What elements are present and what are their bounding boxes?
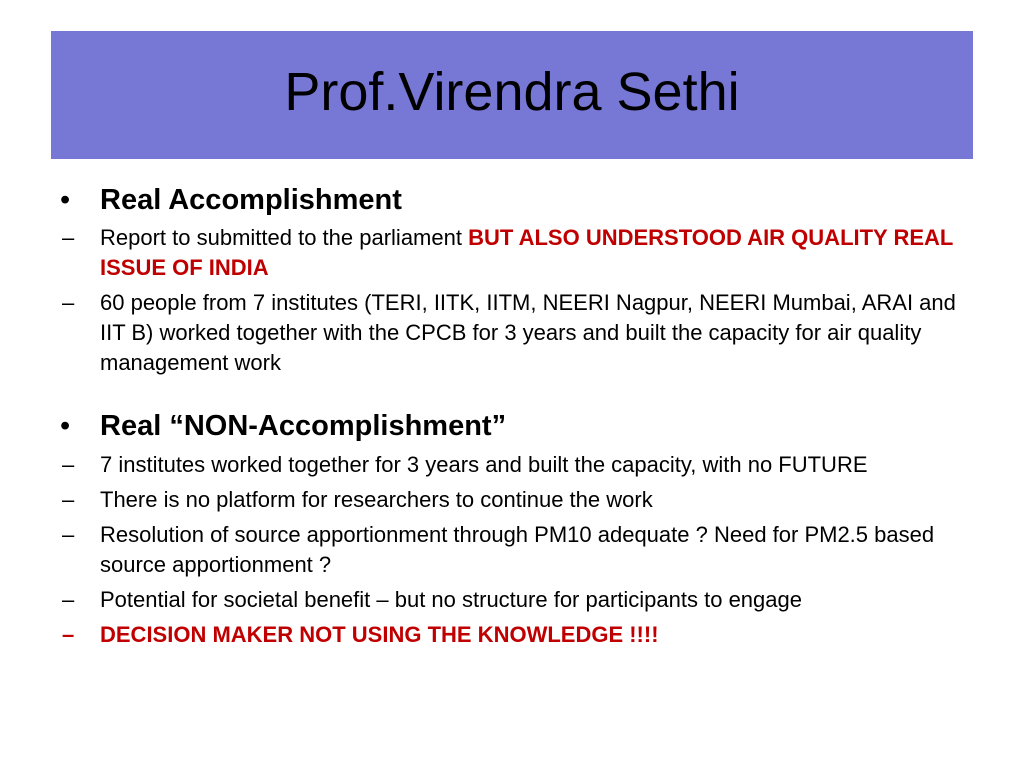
section-heading: Real “NON-Accomplishment”	[100, 410, 507, 443]
dash-icon: –	[62, 586, 75, 612]
bullet-icon: •	[60, 410, 71, 443]
sub-item	[58, 288, 958, 378]
sub-item-emphasis	[58, 620, 958, 650]
dash-icon: –	[62, 451, 75, 477]
slide-title: Prof.Virendra Sethi	[284, 62, 740, 122]
bullet-real-non-accomplishment	[58, 408, 958, 444]
sub-item-text: Resolution of source apportionment through PM10 adequate ? Need for PM2.5 based source apportionment ?	[100, 521, 935, 577]
dash-icon: –	[62, 225, 75, 251]
sub-item	[58, 585, 958, 615]
title-bar	[51, 31, 973, 159]
bullet-icon: •	[60, 184, 71, 216]
sub-item-text: Report to submitted to the parliament	[100, 225, 469, 251]
sub-item-text: Potential for societal benefit – but no structure for participants to engage	[100, 586, 802, 612]
sub-item-text: 7 institutes worked together for 3 years and built the capacity, with no FUTURE	[100, 451, 868, 477]
sub-item	[58, 485, 958, 515]
sub-item-text: 60 people from 7 institutes (TERI, IITK, IITM, NEERI Nagpur, NEERI Mumbai, ARAI and IIT B) worked together with the CPCB for 3 years and built the capacity for air quality management work	[100, 290, 956, 376]
sub-item	[58, 520, 958, 580]
sub-item	[58, 223, 958, 283]
section-heading: Real Accomplishment	[100, 184, 402, 216]
dash-icon: –	[62, 290, 75, 316]
sub-item	[58, 450, 958, 480]
dash-icon: –	[62, 486, 75, 512]
slide-body	[58, 182, 958, 650]
bullet-real-accomplishment	[58, 182, 958, 218]
dash-icon: –	[62, 621, 75, 647]
sub-item-text: There is no platform for researchers to continue the work	[100, 486, 653, 512]
emphasis-text: DECISION MAKER NOT USING THE KNOWLEDGE !!!!	[100, 621, 659, 647]
dash-icon: –	[62, 521, 75, 547]
emphasis-text: BUT ALSO UNDERSTOOD AIR QUALITY REAL ISSUE OF INDIA	[100, 225, 953, 281]
